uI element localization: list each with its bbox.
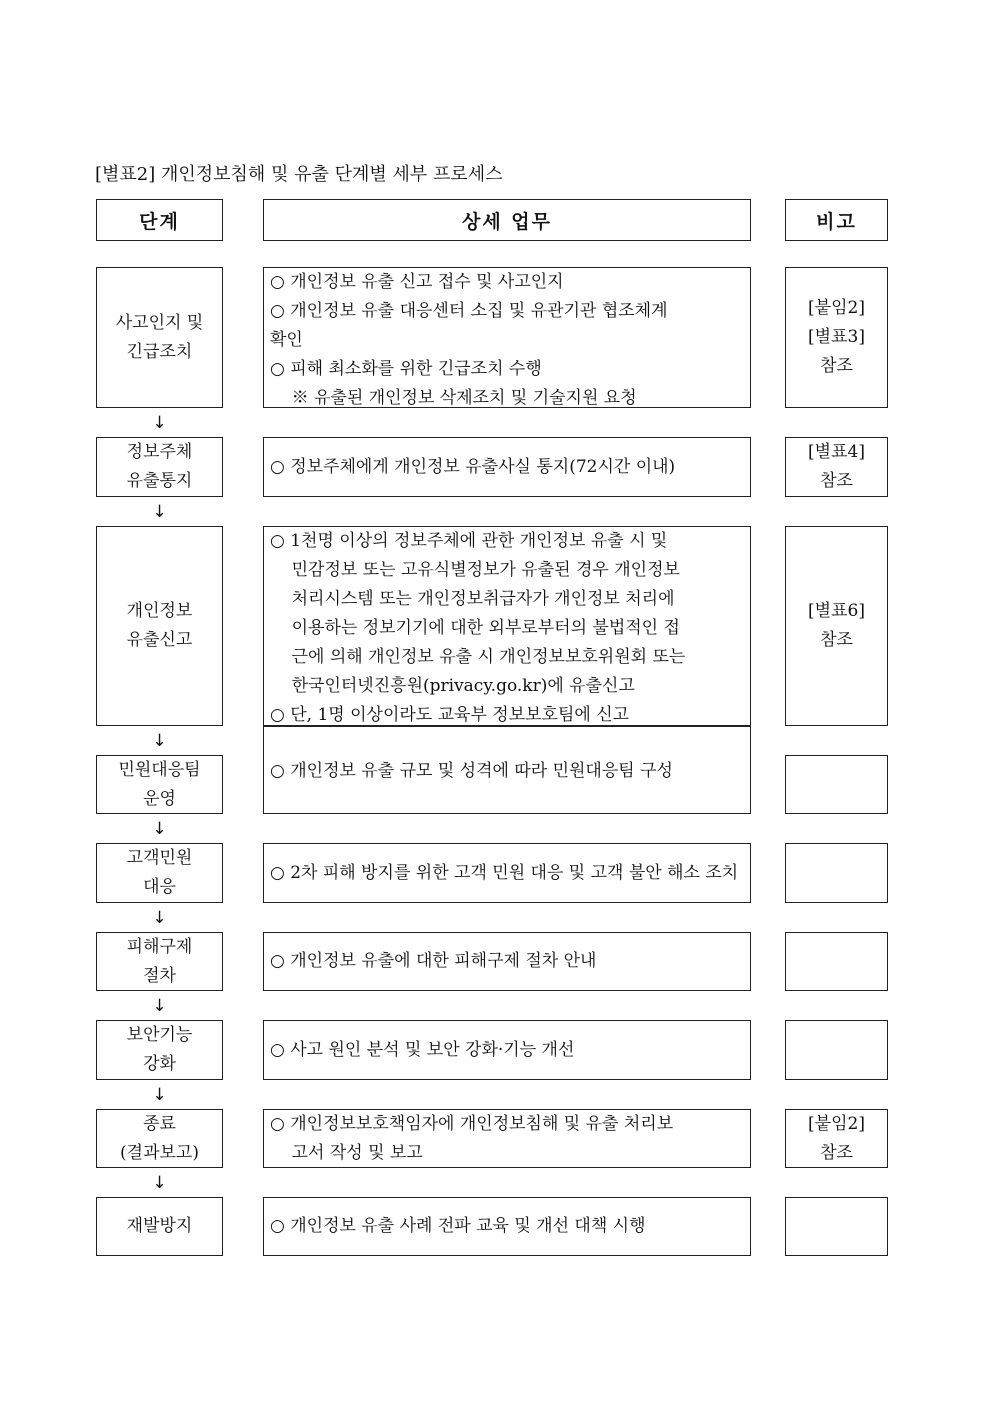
- stage-box: [96, 526, 223, 726]
- stage-box: [96, 1020, 223, 1080]
- stage-box: [96, 755, 223, 814]
- note-label: 참조: [820, 356, 853, 376]
- stage-box: [96, 267, 223, 408]
- detail-line: ○ 2차 피해 방지를 위한 고객 민원 대응 및 고객 불안 해소 조치: [270, 862, 739, 883]
- stage-label: (결과보고): [120, 1142, 199, 1163]
- detail-box: [263, 932, 751, 991]
- stage-box: [96, 1197, 223, 1256]
- detail-box: [263, 843, 751, 903]
- detail-box: [263, 437, 751, 497]
- stage-box: [96, 1109, 223, 1168]
- note-box: [785, 755, 888, 814]
- table-title: [별표2] 개인정보침해 및 유출 단계별 세부 프로세스: [95, 164, 503, 185]
- note-label: [붙임2]: [808, 298, 865, 318]
- note-box: [785, 1109, 888, 1168]
- note-label: 참조: [820, 471, 853, 491]
- detail-line: 고서 작성 및 보고: [270, 1143, 423, 1163]
- stage-label: 대응: [143, 877, 176, 897]
- detail-line: ○ 개인정보 유출 대응센터 소집 및 유관기관 협조체계: [270, 301, 668, 321]
- stage-label: 정보주체: [126, 442, 193, 462]
- detail-line: 처리시스템 또는 개인정보취급자가 개인정보 처리에: [270, 589, 675, 609]
- detail-line: ○ 개인정보보호책임자에 개인정보침해 및 유출 처리보: [270, 1114, 674, 1134]
- note-box: [785, 526, 888, 726]
- note-label: [별표3]: [808, 327, 865, 347]
- detail-line: 한국인터넷진흥원(privacy.go.kr)에 유출신고: [270, 676, 635, 696]
- stage-label: 개인정보: [126, 601, 193, 621]
- stage-box: [96, 932, 223, 991]
- stage-box: [96, 437, 223, 497]
- note-label: [별표4]: [808, 442, 865, 462]
- detail-box: [263, 1197, 751, 1256]
- detail-box: [263, 1109, 751, 1168]
- detail-line: 민감정보 또는 고유식별정보가 유출된 경우 개인정보: [270, 560, 680, 580]
- stage-label: 고객민원: [126, 848, 193, 868]
- stage-label: 유출신고: [126, 630, 193, 650]
- detail-line: ○ 단, 1명 이상이라도 교육부 정보보호팀에 신고: [270, 705, 630, 725]
- detail-line: ○ 피해 최소화를 위한 긴급조치 수행: [270, 359, 542, 379]
- stage-label: 종료: [143, 1113, 176, 1134]
- down-arrow-icon: ↓: [152, 907, 167, 928]
- header-stage: 단계: [96, 199, 223, 241]
- down-arrow-icon: ↓: [152, 730, 167, 751]
- detail-line: ○ 개인정보 유출 규모 및 성격에 따라 민원대응팀 구성: [270, 761, 673, 781]
- stage-label: 긴급조치: [126, 341, 193, 362]
- stage-label: 피해구제: [126, 936, 193, 957]
- note-box: [785, 843, 888, 903]
- header-detail: 상세 업무: [263, 199, 751, 241]
- note-box: [785, 1020, 888, 1080]
- note-label: [별표6]: [808, 601, 865, 621]
- note-label: 참조: [820, 1142, 853, 1163]
- detail-line: ○ 개인정보 유출 신고 접수 및 사고인지: [270, 272, 564, 292]
- note-box: [785, 1197, 888, 1256]
- detail-box: [263, 1020, 751, 1080]
- detail-box: [263, 526, 751, 726]
- note-box: [785, 932, 888, 991]
- header-note: 비고: [785, 199, 888, 241]
- detail-line: ○ 개인정보 유출 사례 전파 교육 및 개선 대책 시행: [270, 1216, 646, 1236]
- note-label: [붙임2]: [808, 1113, 865, 1134]
- down-arrow-icon: ↓: [152, 412, 167, 433]
- stage-label: 유출통지: [126, 471, 193, 491]
- detail-line: ○ 1천명 이상의 정보주체에 관한 개인정보 유출 시 및: [270, 531, 668, 551]
- detail-line: ※ 유출된 개인정보 삭제조치 및 기술지원 요청: [270, 388, 637, 408]
- down-arrow-icon: ↓: [152, 501, 167, 522]
- down-arrow-icon: ↓: [152, 1172, 167, 1193]
- detail-box: [263, 267, 751, 408]
- stage-box: [96, 843, 223, 903]
- down-arrow-icon: ↓: [152, 818, 167, 839]
- detail-line: ○ 정보주체에게 개인정보 유출사실 통지(72시간 이내): [270, 456, 676, 477]
- detail-line: ○ 개인정보 유출에 대한 피해구제 절차 안내: [270, 951, 597, 971]
- detail-box: [263, 726, 751, 814]
- note-box: [785, 267, 888, 408]
- detail-line: 확인: [270, 330, 303, 350]
- note-box: [785, 437, 888, 497]
- stage-label: 재발방지: [126, 1216, 193, 1236]
- stage-label: 보안기능: [126, 1025, 193, 1045]
- note-label: 참조: [820, 630, 853, 650]
- detail-line: 근에 의해 개인정보 유출 시 개인정보보호위원회 또는: [270, 647, 686, 667]
- stage-label: 강화: [143, 1054, 176, 1074]
- down-arrow-icon: ↓: [152, 1084, 167, 1105]
- stage-label: 운영: [143, 788, 176, 809]
- stage-label: 민원대응팀: [118, 759, 201, 780]
- detail-line: ○ 사고 원인 분석 및 보안 강화·기능 개선: [270, 1039, 575, 1060]
- detail-line: 이용하는 정보기기에 대한 외부로부터의 불법적인 접: [270, 618, 680, 638]
- stage-label: 사고인지 및: [115, 312, 204, 333]
- down-arrow-icon: ↓: [152, 995, 167, 1016]
- stage-label: 절차: [143, 965, 176, 986]
